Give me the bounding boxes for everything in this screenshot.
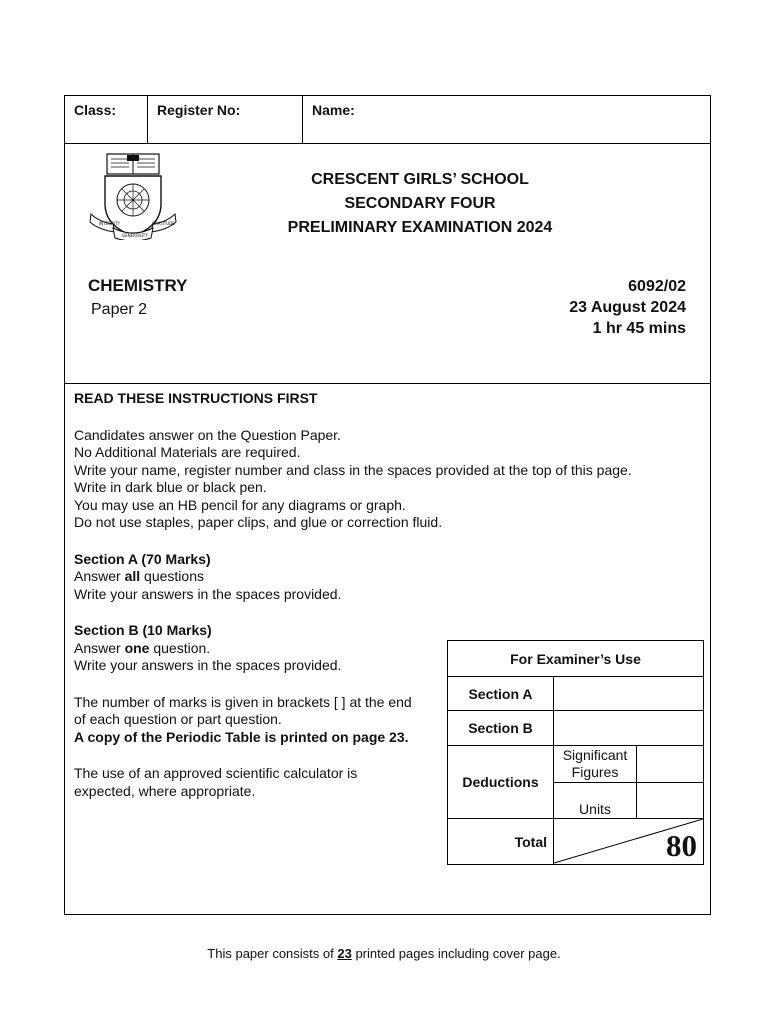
calculator-note: The use of an approved scientific calculator is bbox=[74, 765, 358, 781]
section-a-write: Write your answers in the spaces provided. bbox=[74, 585, 342, 602]
title-block bbox=[65, 144, 710, 384]
instruction-line: You may use an HB pencil for any diagrams or graph. bbox=[74, 496, 406, 513]
name-label: Name: bbox=[312, 102, 355, 118]
section-a-label: Section A bbox=[448, 677, 554, 711]
examiner-heading: For Examiner’s Use bbox=[448, 641, 704, 677]
page-footer: This paper consists of 23 printed pages including cover page. bbox=[207, 946, 561, 961]
crest-motto-right: GRATITUDE bbox=[152, 221, 175, 226]
exam-duration: 1 hr 45 mins bbox=[592, 320, 686, 337]
units-score-cell[interactable] bbox=[637, 783, 704, 819]
crest-motto-left: INTEGRITY bbox=[99, 221, 121, 226]
school-level: SECONDARY FOUR bbox=[344, 195, 496, 212]
instruction-line: No Additional Materials are required. bbox=[74, 444, 301, 460]
exam-date: 23 August 2024 bbox=[569, 299, 686, 316]
instruction-line: Candidates answer on the Question Paper. bbox=[74, 426, 341, 443]
total-score-cell[interactable] bbox=[554, 819, 704, 865]
instructions-heading: READ THESE INSTRUCTIONS FIRST bbox=[74, 390, 318, 406]
marks-note: The number of marks is given in brackets [ ] at the end bbox=[74, 693, 412, 710]
marks-note: of each question or part question. bbox=[74, 711, 282, 727]
crest-motto-bottom: GENEROSITY bbox=[122, 233, 148, 238]
school-crest-logo bbox=[89, 152, 177, 240]
class-field[interactable] bbox=[65, 96, 147, 143]
section-b-heading: Section B (10 Marks) bbox=[74, 622, 212, 638]
examiner-table bbox=[447, 640, 704, 865]
paper-code: 6092/02 bbox=[628, 278, 686, 295]
candidate-details-row bbox=[65, 96, 710, 144]
deductions-label: Deductions bbox=[448, 746, 554, 819]
periodic-table-note: A copy of the Periodic Table is printed on page 23. bbox=[74, 728, 409, 745]
instruction-line: Write your name, register number and class in the spaces provided at the top of this page. bbox=[74, 461, 632, 478]
section-b-answer: Answer one question. bbox=[74, 639, 211, 656]
total-marks: 80 bbox=[666, 828, 697, 863]
units-label: Units bbox=[554, 783, 637, 819]
sig-figs-label: Significant Figures bbox=[554, 746, 637, 783]
register-field[interactable] bbox=[148, 96, 302, 143]
section-b-label: Section B bbox=[448, 711, 554, 746]
instruction-line: Do not use staples, paper clips, and glue or correction fluid. bbox=[74, 514, 443, 530]
paper-info bbox=[569, 276, 686, 339]
calculator-note: expected, where appropriate. bbox=[74, 782, 256, 799]
sig-figs-score-cell[interactable] bbox=[637, 746, 704, 783]
section-a-answer: Answer all questions bbox=[74, 568, 204, 584]
school-heading bbox=[270, 168, 570, 240]
section-a-heading: Section A (70 Marks) bbox=[74, 550, 211, 567]
name-field[interactable] bbox=[303, 96, 710, 143]
school-name: CRESCENT GIRLS’ SCHOOL bbox=[311, 171, 529, 188]
page-count: 23 bbox=[337, 946, 352, 961]
register-label: Register No: bbox=[157, 102, 241, 118]
class-label: Class: bbox=[74, 102, 117, 118]
instruction-line: Write in dark blue or black pen. bbox=[74, 479, 267, 495]
total-label: Total bbox=[448, 819, 554, 865]
section-b-score-cell[interactable] bbox=[554, 711, 704, 746]
exam-title: PRELIMINARY EXAMINATION 2024 bbox=[287, 219, 553, 236]
cover-frame bbox=[64, 95, 711, 915]
paper-number: Paper 2 bbox=[91, 301, 148, 318]
section-b-write: Write your answers in the spaces provided. bbox=[74, 657, 342, 673]
subject-title: CHEMISTRY bbox=[88, 276, 188, 295]
section-a-score-cell[interactable] bbox=[554, 677, 704, 711]
